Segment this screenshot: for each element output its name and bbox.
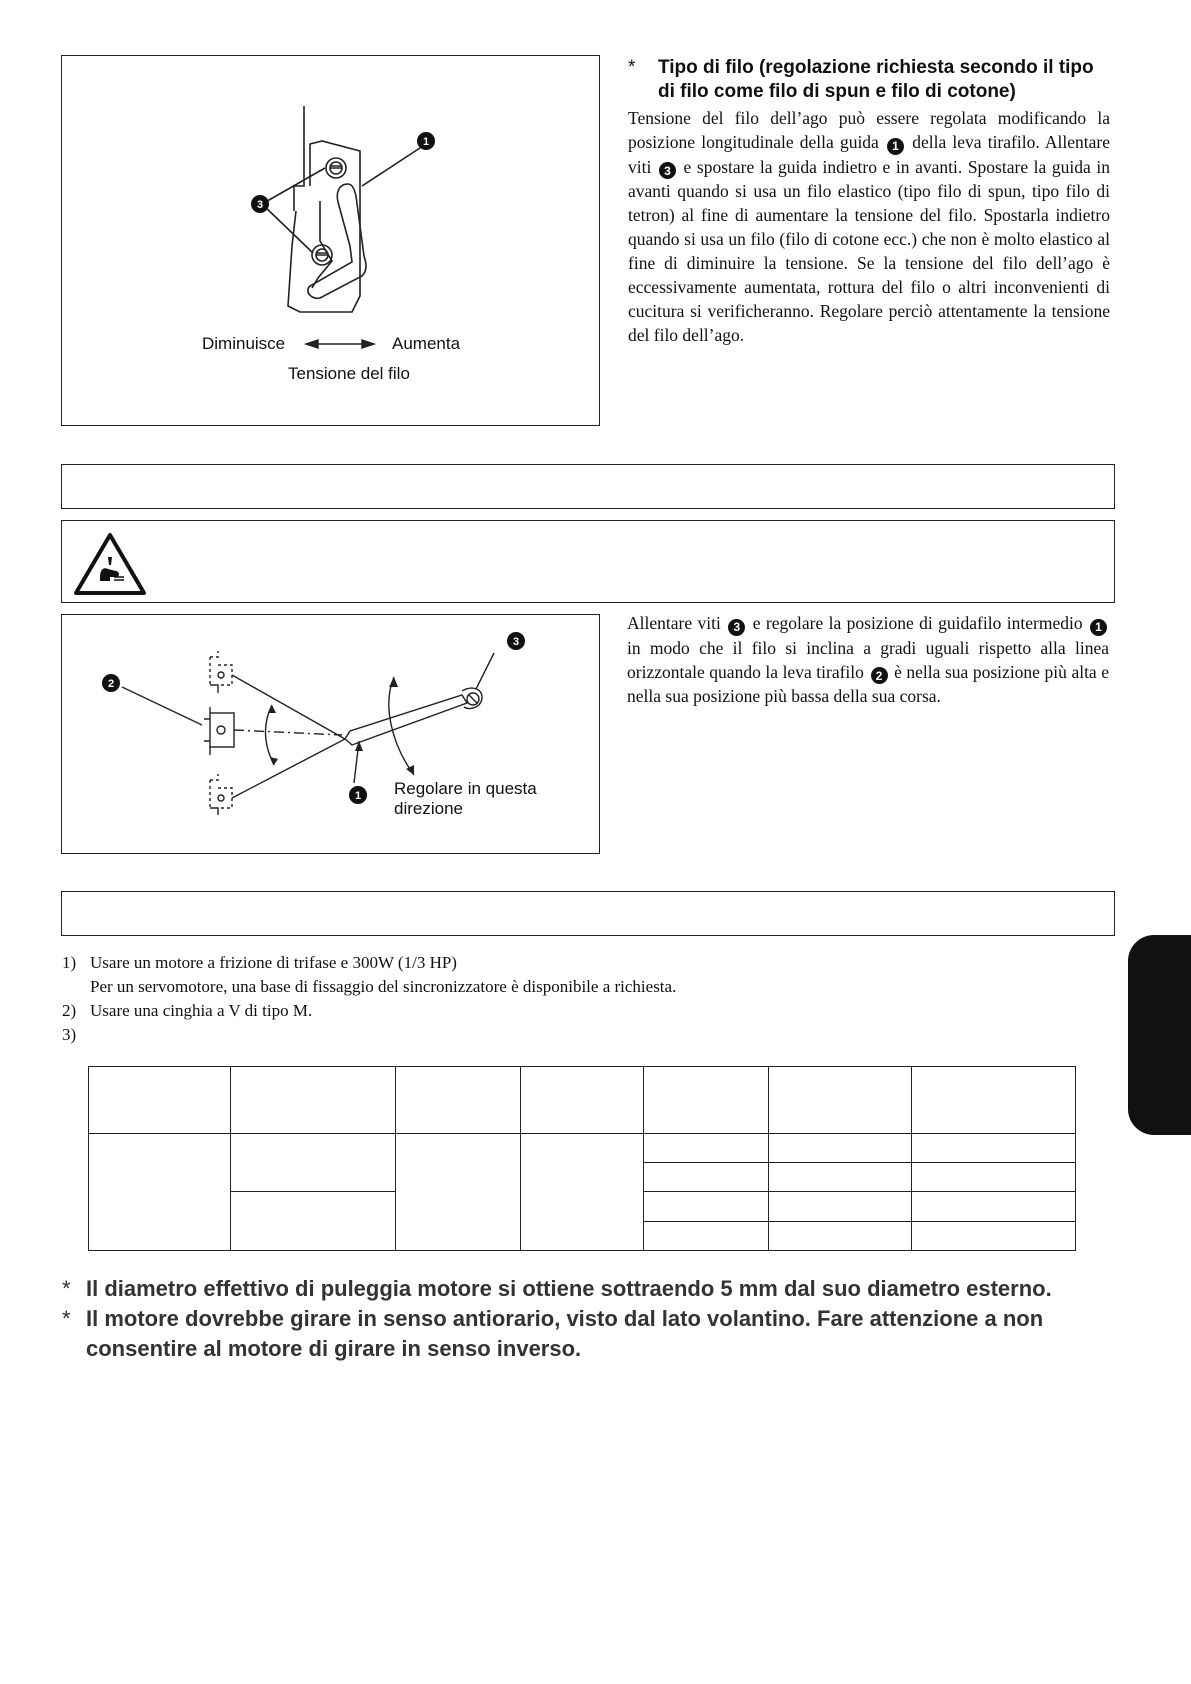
list-item: 1) Usare un motore a frizione di trifase e 300W (1/3 HP) bbox=[62, 953, 457, 972]
section-title-box-2 bbox=[61, 891, 1115, 936]
list-item: 3) bbox=[62, 1025, 77, 1044]
thread-type-heading bbox=[628, 56, 1110, 104]
chapter-tab bbox=[1128, 935, 1191, 1135]
list-item: 2) Usare una cinghia a V di tipo M. bbox=[62, 1001, 313, 1020]
arrow-left-icon bbox=[306, 340, 318, 348]
arrow-up-icon bbox=[268, 705, 276, 713]
ref-3-icon: 3 bbox=[659, 162, 676, 179]
note-star: * bbox=[62, 1306, 71, 1331]
arrow-down-icon bbox=[270, 757, 278, 765]
callout-3-number: 3 bbox=[256, 199, 264, 211]
callout-1-number: 1 bbox=[422, 136, 430, 148]
ref-1-icon: 1 bbox=[887, 138, 904, 155]
notes bbox=[62, 1274, 1122, 1364]
pointer-arrow-icon bbox=[355, 741, 363, 751]
figure2-label: Regolare in questa direzione bbox=[394, 779, 537, 818]
callout-3b-number: 3 bbox=[512, 636, 520, 648]
ref-3b-icon: 3 bbox=[728, 619, 745, 636]
list-item: Per un servomotore, una base di fissaggio del sincronizzatore è disponibile a richiesta. bbox=[90, 977, 677, 996]
section-title-box-1 bbox=[61, 464, 1115, 509]
note-2-text: Il motore dovrebbe girare in senso antiorario, visto dal lato volantino. Fare attenzione a non consentire al motore di girare in senso inverso. bbox=[86, 1306, 1044, 1361]
motor-list bbox=[62, 951, 676, 1047]
heading-bullet: * bbox=[628, 57, 636, 78]
figure-thread-guide bbox=[61, 55, 600, 426]
warning-hand-icon bbox=[70, 525, 150, 605]
callout-1b-number: 1 bbox=[354, 790, 362, 802]
thread-type-title: Tipo di filo (regolazione richiesta secondo il tipo di filo come filo di spun e filo di cotone) bbox=[658, 57, 1094, 102]
adjust-text-b: e regolare la posizione di guidafilo intermedio bbox=[752, 613, 1083, 633]
figure-intermediate-guide bbox=[61, 614, 600, 854]
adjust-arrow-up-icon bbox=[389, 677, 398, 687]
thread-type-paragraph bbox=[628, 106, 1110, 347]
adjust-text-a: Allentare viti bbox=[627, 613, 721, 633]
ref-1b-icon: 1 bbox=[1090, 619, 1107, 636]
callout-2-number: 2 bbox=[107, 678, 115, 690]
label-decrease: Diminuisce bbox=[202, 334, 286, 353]
arrow-right-icon bbox=[362, 340, 374, 348]
intermediate-guide-drawing bbox=[62, 615, 601, 855]
adjust-text-d: è nella sua posizione più alta e nella sua posizione più bassa della sua corsa. bbox=[627, 661, 1110, 706]
motor-pulley-table bbox=[88, 1066, 1076, 1251]
note-pulley-diameter bbox=[62, 1274, 1122, 1304]
note-1-text: Il diametro effettivo di puleggia motore si ottiene sottraendo 5 mm dal suo diametro esterno. bbox=[86, 1276, 1052, 1301]
thread-type-text-2: della leva tirafilo. Allentare viti bbox=[628, 132, 1111, 177]
table-row bbox=[89, 1133, 1076, 1162]
note-motor-direction bbox=[62, 1304, 1122, 1364]
figure1-caption: Tensione del filo bbox=[288, 364, 410, 383]
ref-2-icon: 2 bbox=[871, 667, 888, 684]
note-star: * bbox=[62, 1276, 71, 1301]
table-row bbox=[89, 1067, 1076, 1134]
warning-box bbox=[61, 520, 1115, 603]
label-increase: Aumenta bbox=[392, 334, 461, 353]
adjust-arrow-down-icon bbox=[406, 765, 414, 775]
thread-type-text-1: Tensione del filo dell’ago può essere regolata modificando la posizione longitudinale della guida bbox=[628, 108, 1110, 152]
thread-type-section bbox=[628, 56, 1110, 347]
adjust-text-c: in modo che il filo si inclina a gradi uguali rispetto alla linea orizzontale quando la leva tirafilo bbox=[627, 637, 1109, 682]
thread-type-text-3: e spostare la guida indietro e in avanti. Spostare la guida in avanti quando si usa un filo elastico (tipo filo di spun, tipo filo di tetron) al fine di aumentare la tensione del filo. Spostarla indietro quando si usa un filo (filo di cotone ecc.) che non è molto elastico al fine di diminuire la tensione. Se la tensione del filo dell’ago è eccessivamente aumentata, rottura del filo o altri inconvenienti di cucitura si verificheranno. Regolare perciò attentamente la tensione del filo dell’ago. bbox=[628, 156, 1110, 345]
adjust-paragraph bbox=[627, 611, 1109, 708]
